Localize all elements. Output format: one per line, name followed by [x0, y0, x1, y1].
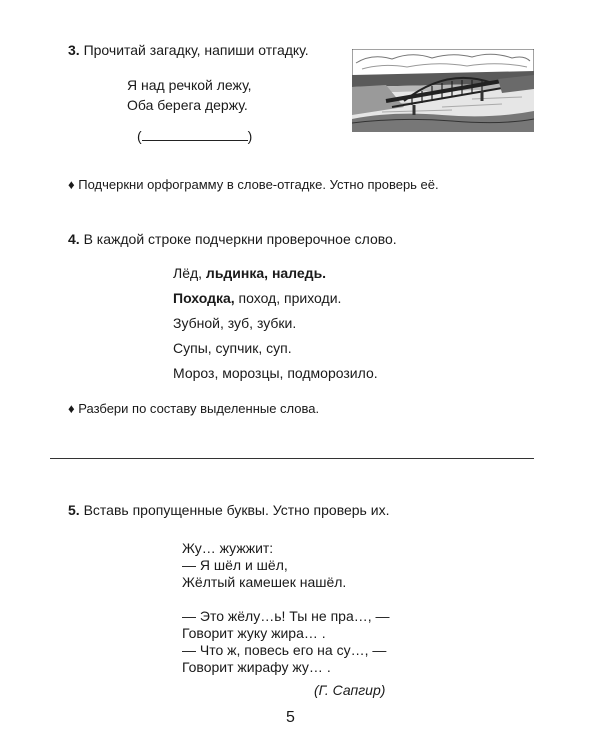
bullet-instruction-1 [68, 177, 439, 192]
task4-instruction: В каждой строке подчеркни проверочное слово. [83, 231, 397, 247]
bullet-text: Разбери по составу выделенные слова. [78, 401, 320, 416]
poem-author: (Г. Сапгир) [314, 682, 386, 698]
riddle-line: Оба берега держу. [127, 97, 248, 113]
poem-line: — Это жёлу…ь! Ты не пра…, — [182, 608, 390, 624]
task5-heading [68, 501, 389, 519]
bridge-illustration [352, 49, 534, 132]
poem-line [182, 591, 390, 608]
task4-number: 4. [68, 231, 80, 247]
answer-close-paren: ) [247, 128, 253, 144]
poem-line: — Что ж, повесь его на су…, — [182, 642, 387, 658]
word-row-normal: Зубной, зуб, зубки. [173, 315, 297, 331]
word-row[interactable] [173, 338, 378, 363]
task3-heading [68, 41, 309, 59]
bullet-text: Подчеркни орфограмму в слове-отгадке. Устно проверь её. [78, 177, 439, 192]
word-rows [173, 263, 378, 388]
section-divider [50, 458, 534, 459]
poem-line: Говорит жирафу жу… . [182, 659, 331, 675]
answer-open-paren: ( [137, 128, 142, 144]
answer-blank-line[interactable] [142, 128, 248, 141]
word-row[interactable] [173, 288, 378, 313]
poem [182, 540, 390, 676]
word-row-normal: Супы, супчик, суп. [173, 340, 292, 356]
answer-field[interactable] [137, 127, 252, 145]
poem-line: — Я шёл и шёл, [182, 557, 288, 573]
task3-number: 3. [68, 42, 80, 58]
word-row-normal: Лёд, [173, 265, 206, 281]
task5-number: 5. [68, 502, 80, 518]
poem-line: Жёлтый камешек нашёл. [182, 574, 347, 590]
bullet-instruction-2 [68, 401, 319, 416]
word-row-bold: льдинка, наледь. [205, 265, 327, 281]
riddle [127, 75, 252, 115]
task5-instruction: Вставь пропущенные буквы. Устно проверь их. [83, 502, 390, 518]
diamond-icon: ♦ [68, 177, 75, 192]
word-row[interactable] [173, 263, 378, 288]
word-row-normal: Мороз, морозцы, подморозило. [173, 365, 378, 381]
word-row-bold: Походка, [173, 290, 235, 306]
word-row[interactable] [173, 363, 378, 388]
riddle-line: Я над речкой лежу, [127, 77, 252, 93]
diamond-icon: ♦ [68, 401, 75, 416]
task3-instruction: Прочитай загадку, напиши отгадку. [83, 42, 309, 58]
poem-line: Говорит жуку жира… . [182, 625, 326, 641]
page-number: 5 [286, 709, 295, 726]
task4-heading [68, 230, 397, 248]
word-row-rest: поход, приходи. [234, 290, 342, 306]
poem-line: Жу… жужжит: [182, 540, 274, 556]
word-row[interactable] [173, 313, 378, 338]
